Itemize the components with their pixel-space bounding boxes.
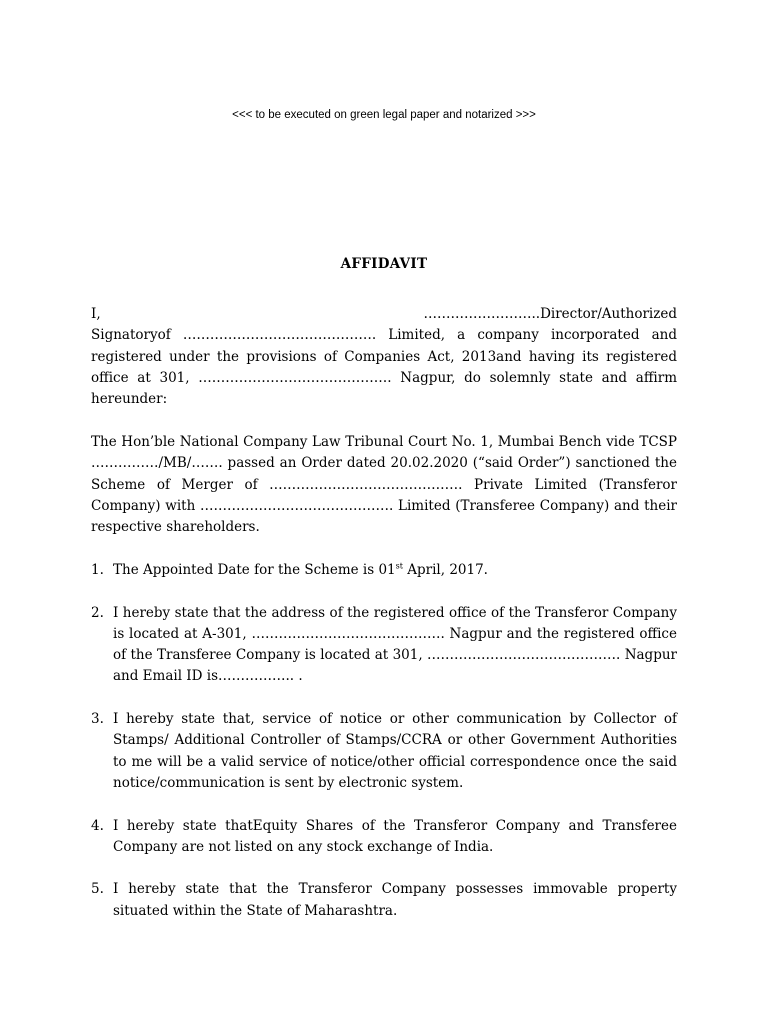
intro-first-line (91, 304, 677, 325)
tribunal-paragraph (91, 432, 677, 538)
item-text: I hereby state thatEquity Shares of the Transferor Company and Transferee Company are not listed on any stock exchange of India. (113, 817, 677, 855)
tribunal-text: The Hon’ble National Company Law Tribunal Court No. 1, Mumbai Bench vide TCSP ……………/MB/……. passed an Order dated 20.02.2020 (“said Order”) sanctioned the Scheme of Merger of ……………………………………. Private Limited (Transferor Company) with ……………………………………. Limited (Transferee Company) and their respective shareholders. (91, 434, 677, 536)
item-text: I hereby state that the Transferor Company possesses immovable property situated within the State of Maharashtra. (113, 881, 677, 919)
item-text: I hereby state that, service of notice or other communication by Collector of Stamps/ Additional Controller of Stamps/CCRA or other Government Authorities to me will be a valid service of notice/other official correspondence once the said notice/communication is sent by electronic system. (113, 711, 677, 791)
intro-rest: Signatoryof ……………………………………. Limited, a company incorporated and registered under the provisions of Companies Act, 2013and having its registered office at 301, ……………………………………. Nagpur, do solemnly state and affirm hereunder: (91, 327, 677, 408)
ordinal-suffix: st (395, 561, 403, 571)
item-text-before: The Appointed Date for the Scheme is 01 (113, 562, 396, 578)
list-item (91, 560, 677, 581)
intro-paragraph (91, 304, 677, 410)
list-item (91, 879, 677, 922)
item-number: 2. (91, 604, 104, 621)
item-text: I hereby state that the address of the registered office of the Transferor Company is located at A-301, ……………………………………. Nagpur and the registered office of the Transferee Company is located at 301, ……………………………………. Nagpur and Email ID is…………….. . (113, 604, 677, 685)
item-text-after: April, 2017. (402, 562, 488, 578)
document-title: AFFIDAVIT (340, 256, 428, 272)
instruction-note: <<< to be executed on green legal paper and notarized >>> (232, 109, 536, 121)
list-item (91, 816, 677, 859)
item-number: 1. (91, 562, 104, 578)
intro-line1-end: ……………………..Director/Authorized (423, 306, 677, 322)
statement-list (91, 560, 677, 943)
item-number: 4. (91, 817, 104, 834)
item-number: 5. (91, 881, 104, 898)
list-item (91, 603, 677, 688)
item-number: 3. (91, 711, 104, 728)
item-text (113, 560, 677, 581)
list-item (91, 709, 677, 794)
intro-line1-start: I, (91, 306, 101, 322)
